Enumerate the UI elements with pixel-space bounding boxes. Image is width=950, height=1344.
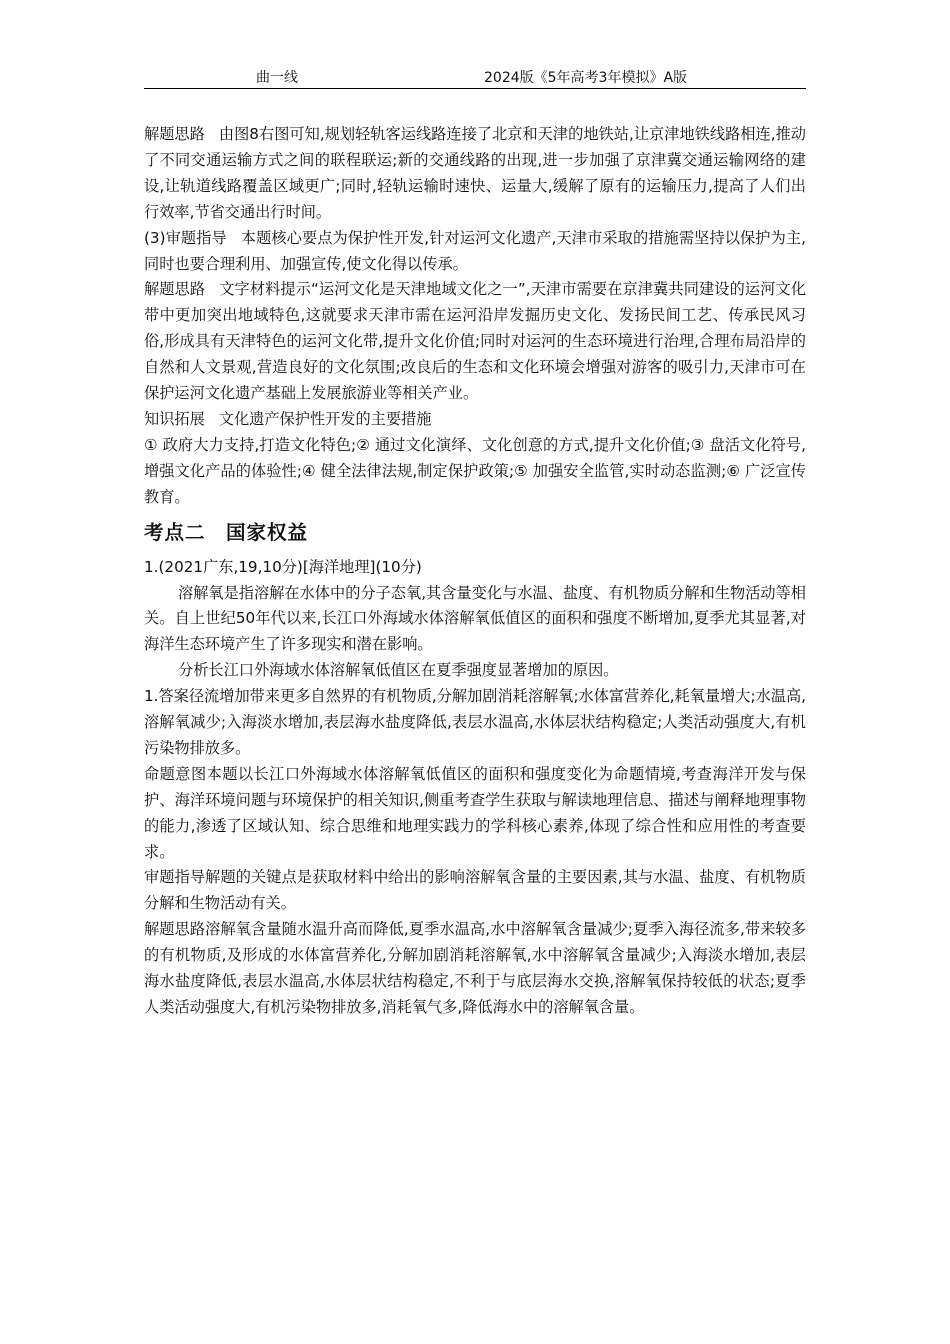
answer-paragraph: 1.答案径流增加带来更多自然界的有机物质,分解加剧消耗溶解氧;水体富营养化,耗氧量增大;水温高,溶解氧减少;入海淡水增加,表层海水盐度降低,表层水温高,水体层状结构稳定;人类活动强度大,有机污染物排放多。 [144,687,806,757]
label: 解题思路 [144,280,206,299]
paragraph-text: 文字材料提示“运河文化是天津地域文化之一”,天津市需要在京津冀共同建设的运河文化带中更加突出地域特色,这就要求天津市需在运河沿岸发掘历史文化、发扬民间工艺、传承民风习俗,形成具有天津特色的运河文化带,提升文化价值;同时对运河的生态环境进行治理,合理布局沿岸的自然和人文景观,营造良好的文化氛围;改良后的生态和文化环境会增强对游客的吸引力,天津市可在保护运河文化遗产基础上发展旅游业等相关产业。 [144,280,806,403]
paragraph-solution-1 [144,122,806,226]
answer-paragraph: 审题指导解题的关键点是获取材料中给出的影响溶解氧含量的主要因素,其与水温、盐度、有机物质分解和生物活动有关。 [144,868,806,913]
answer-paragraph: 解题思路溶解氧含量随水温升高而降低,夏季水温高,水中溶解氧含量减少;夏季入海径流多,带来较多的有机物质,及形成的水体富营养化,分解加剧消耗溶解氧,水中溶解氧含量减少;入海淡水增加,表层海水盐度降低,表层水温高,水体层状结构稳定,不利于与底层海水交换,溶解氧保持较低的状态;夏季人类活动强度大,有机污染物排放多,消耗氧气多,降低海水中的溶解氧含量。 [144,920,806,1016]
paragraph-text: 文化遗产保护性开发的主要措施 [218,409,432,428]
header-book-title: 2024版《5年高考3年模拟》A版 [484,70,688,86]
label: 知识拓展 [144,409,205,428]
paragraph-knowledge-extension [144,407,806,433]
question-material: 溶解氧是指溶解在水体中的分子态氧,其含量变化与水温、盐度、有机物质分解和生物活动等相关。自上世纪50年代以来,长江口外海域水体溶解氧低值区的面积和强度不断增加,夏季尤其显著,对海洋生态环境产生了许多现实和潜在影响。 [144,583,806,654]
paragraph-measures-list [144,433,806,511]
paragraph-solution-2 [144,277,806,407]
document-body [144,122,806,1021]
paragraph-review-guide [144,226,806,278]
label: 解题思路 [144,125,205,143]
header-brand: 曲一线 [256,70,298,86]
answer-paragraph: 命题意图本题以长江口外海域水体溶解氧低值区的面积和强度变化为命题情境,考查海洋开发与保护、海洋环境问题与环境保护的相关知识,侧重考查学生获取与解读地理信息、描述与阐释地理事物的能力,渗透了区域认知、综合思维和地理实践力的学科核心素养,体现了综合性和应用性的考查要求。 [144,764,806,861]
label: (3)审题指导 [144,228,227,247]
page-header [144,64,806,89]
paragraph-text: 由图8右图可知,规划轻轨客运线路连接了北京和天津的地铁站,让京津地铁线路相连,推动了不同交通运输方式之间的联程联运;新的交通线路的出现,进一步加强了京津冀交通运输网络的建设,让轨道线路覆盖区域更广;同时,轻轨运输时速快、运量大,缓解了原有的运输压力,提高了人们出行效率,节省交通出行时间。 [144,125,806,221]
paragraph-text: ① 政府大力支持,打造文化特色;② 通过文化演绎、文化创意的方式,提升文化价值;③ 盘活文化符号,增强文化产品的体验性;④ 健全法律法规,制定保护政策;⑤ 加强安全监管,实时动态监测;⑥ 广泛宣传教育。 [144,435,806,506]
section-title: 考点二 国家权益 [144,520,309,544]
question-prompt: 分析长江口外海域水体溶解氧低值区在夏季强度显著增加的原因。 [178,661,619,680]
question-head: 1.(2021广东,19,10分)[海洋地理](10分) [144,557,422,576]
paragraph-text: 本题核心要点为保护性开发,针对运河文化遗产,天津市采取的措施需坚持以保护为主,同时也要合理利用、加强宣传,使文化得以传承。 [144,228,807,273]
